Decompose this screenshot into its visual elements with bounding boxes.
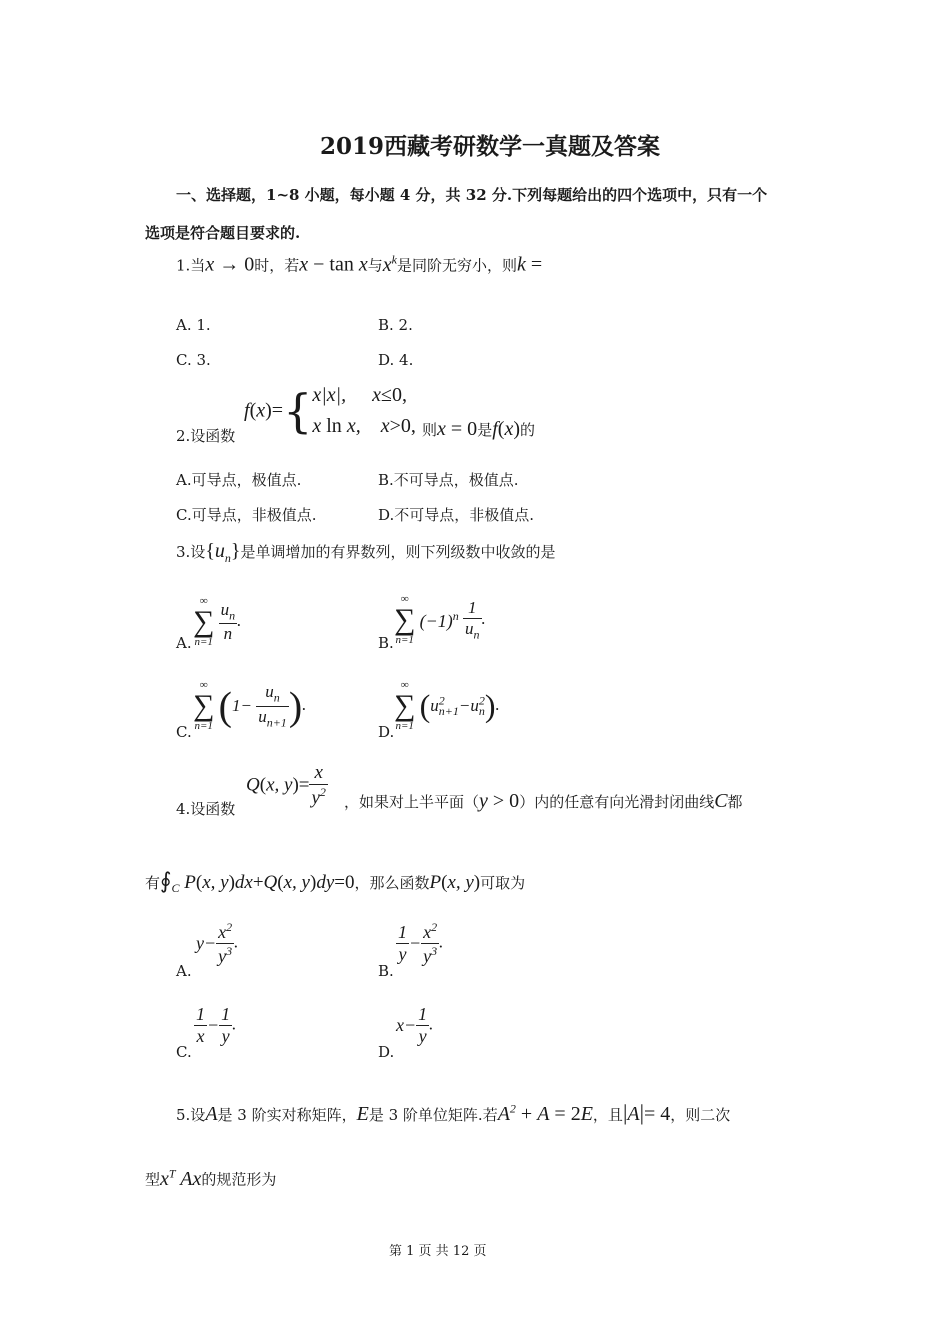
q2-option-a[interactable]: A.可导点，极值点. xyxy=(176,471,302,489)
q4-function-q: Q(x, y)= $\frac{x}{y^2}$ xyxy=(246,762,326,809)
page-footer: 第 1 页 共 12 页 xyxy=(389,1244,487,1259)
q1-text-3: 是同阶无穷小，则 xyxy=(396,256,517,275)
q2-option-b[interactable]: B.不可导点，极值点. xyxy=(378,471,519,489)
q4-option-d-label[interactable]: D. xyxy=(378,1043,395,1061)
q5-line2: 型$x^T$ Ax的规范形为 xyxy=(145,1166,277,1190)
q1-text-2: 与 xyxy=(367,256,383,275)
q3-option-c-label[interactable]: C. xyxy=(176,723,192,741)
q1-option-d[interactable]: D. 4. xyxy=(378,351,414,369)
q4-option-c-formula[interactable]: $\frac{1}{x}$ − $\frac{1}{y}$ . xyxy=(196,1004,237,1046)
q4-option-a-label[interactable]: A. xyxy=(176,962,192,980)
q4-prefix: 4.设函数 xyxy=(176,800,236,818)
q3-option-b-formula[interactable]: ∞ ∑ n=1 $(-1)^n$ $\frac{1}{u_n}$ . xyxy=(394,593,486,646)
q1-text-1: 时，若 xyxy=(254,256,300,275)
section-heading-line1: 一、选择题，1~8 小题，每小题 4 分，共 32 分.下列每题给出的四个选项中，只有一个 xyxy=(176,186,768,204)
q4-line1-tail: ，如果对上半平面（y > 0）内的任意有向光滑封闭曲线C都 xyxy=(344,790,743,812)
q4-option-b-label[interactable]: B. xyxy=(378,962,394,980)
q5-text-1: 是 3 阶实对称矩阵， xyxy=(217,1106,357,1124)
q3-prefix: 3.设 xyxy=(176,543,206,561)
q3-option-b-label[interactable]: B. xyxy=(378,634,394,652)
section-heading-line2: 选项是符合题目要求的. xyxy=(145,224,301,242)
q4-text-5: ，那么函数 xyxy=(354,874,430,892)
question-5: 5.设A是 3 阶实对称矩阵，E是 3 阶单位矩阵.若$A^2 + A = 2E$，且|A|= 4，则二次 xyxy=(176,1100,731,1125)
q5-text-6: 的规范形为 xyxy=(201,1170,277,1189)
q4-option-a-formula[interactable]: y− $\frac{x^2}{y^3}$ . xyxy=(196,920,239,966)
q4-text-1: ，如果对上半平面（ xyxy=(344,793,480,811)
q3-option-c-formula[interactable]: ∞ ∑ n=1 (1− $\frac{u_n}{u_{n+1}}$ ). xyxy=(193,679,307,732)
q4-option-b-formula[interactable]: $\frac{1}{y}$ − $\frac{x^2}{y^3}$ . xyxy=(398,920,444,966)
q1-prefix: 1.当 xyxy=(176,256,206,275)
q2-option-d[interactable]: D.不可导点，非极值点. xyxy=(378,506,535,524)
q1-option-b[interactable]: B. 2. xyxy=(378,316,413,334)
q4-text-2: ）内的任意有向光滑封闭曲线 xyxy=(519,793,715,811)
q4-text-6: 可取为 xyxy=(480,874,526,892)
q2-option-c[interactable]: C.可导点，非极值点. xyxy=(176,506,317,524)
q2-piecewise-function: f(x)={x|x|, x≤0, x ln x, x>0, xyxy=(244,384,416,438)
q3-option-a-formula[interactable]: ∞ ∑ n=1 $\frac{u_n}{n}$ . xyxy=(193,595,242,648)
q3-option-d-label[interactable]: D. xyxy=(378,723,395,741)
q2-tail: 则x = 0是f(x)的 xyxy=(422,418,536,440)
q2-text-3: 的 xyxy=(520,421,536,439)
question-1: 1.当x → 0时，若x − tan x与$x^k$是同阶无穷小，则k = xyxy=(176,252,543,276)
q5-text-3: ，且 xyxy=(592,1106,623,1124)
q3-option-d-formula[interactable]: ∞ ∑ n=1 $(u^2_{n+1}-u^2_n)$. xyxy=(394,679,500,732)
q5-text-4: ，则二次 xyxy=(670,1106,731,1124)
q2-text-2: 是 xyxy=(477,421,493,439)
q5-prefix: 5.设 xyxy=(176,1106,206,1124)
q1-option-c[interactable]: C. 3. xyxy=(176,351,211,369)
q3-option-a-label[interactable]: A. xyxy=(176,634,192,652)
q5-text-5: 型 xyxy=(145,1170,161,1189)
q4-text-3: 都 xyxy=(727,793,743,811)
q4-option-d-formula[interactable]: x− $\frac{1}{y}$ . xyxy=(396,1004,434,1046)
q1-option-a[interactable]: A. 1. xyxy=(176,316,211,334)
q5-text-2: 是 3 阶单位矩阵.若 xyxy=(368,1106,498,1124)
q2-text-1: 则 xyxy=(422,421,438,439)
q2-prefix: 2.设函数 xyxy=(176,427,236,445)
page-title: 2019西藏考研数学一真题及答案 xyxy=(320,133,661,160)
question-3: 3.设$\{u_n\}$是单调增加的有界数列，则下列级数中收敛的是 xyxy=(176,540,556,565)
q4-option-c-label[interactable]: C. xyxy=(176,1043,192,1061)
q4-line2: 有$∮_C$ P(x, y)dx+Q(x, y)dy=0，那么函数P(x, y)可取为 xyxy=(145,868,526,895)
q3-text-1: 是单调增加的有界数列，则下列级数中收敛的是 xyxy=(240,543,556,561)
q4-text-4: 有 xyxy=(145,874,161,892)
